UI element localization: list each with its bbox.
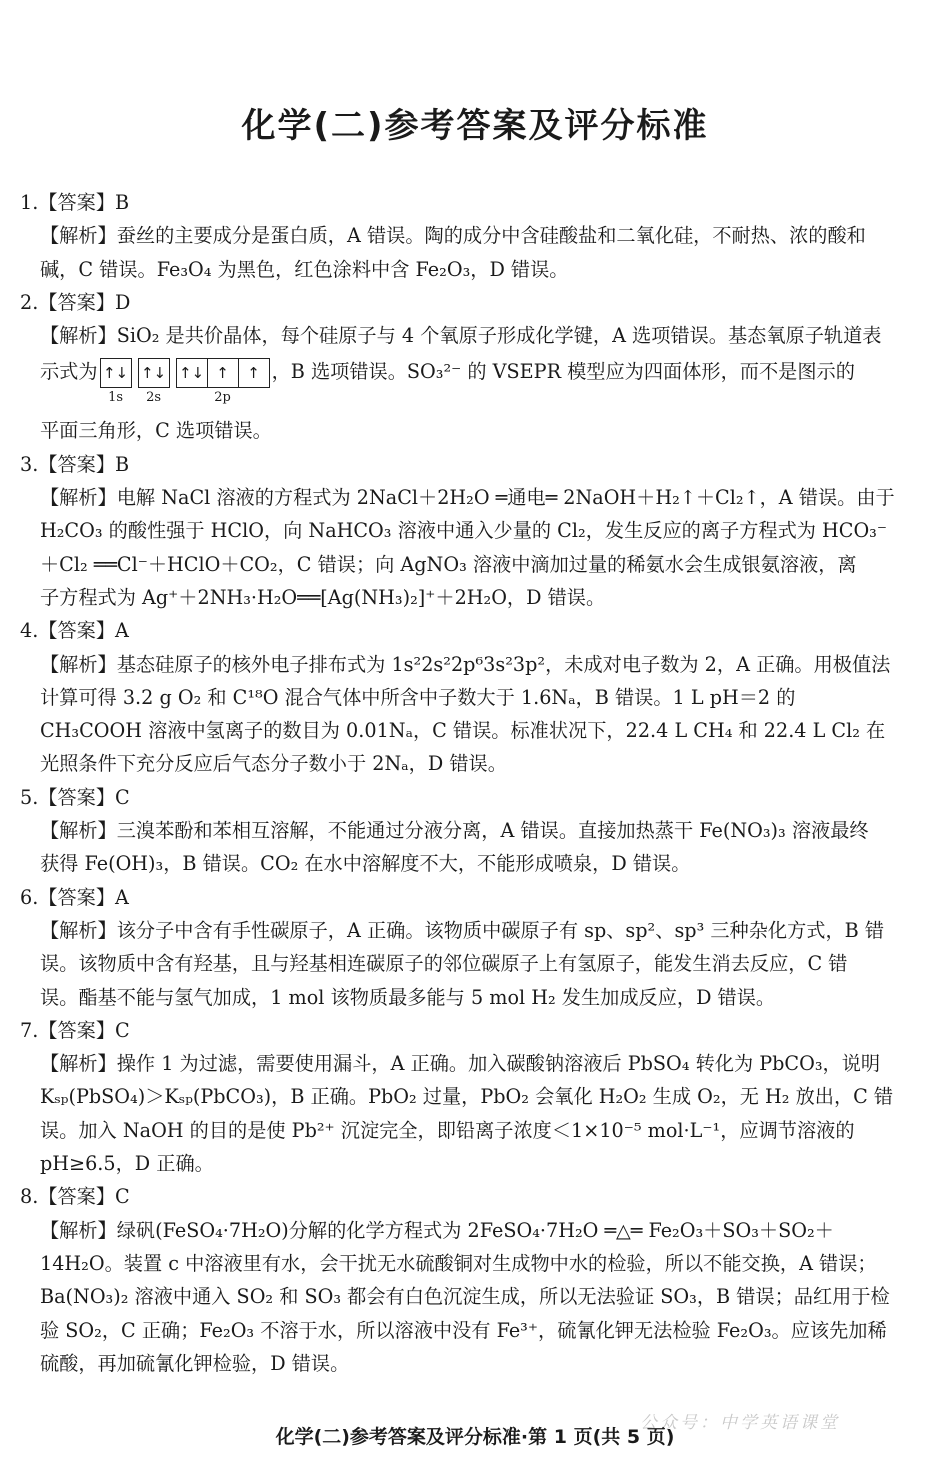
explanation-text: 【解析】电解 NaCl 溶液的方程式为 2NaCl＋2H₂O ═通电═ 2NaOH＋H₂↑＋Cl₂↑，A 错误。由于 (40, 486, 895, 510)
answer-list (20, 186, 932, 1380)
explanation-text: 【解析】SiO₂ 是共价晶体，每个硅原子与 4 个氧原子形成化学键，A 选项错误。基态氧原子轨道表 (40, 324, 882, 348)
answer-heading: 5.【答案】C (20, 785, 130, 809)
explanation-continued: 硫酸，再加硫氰化钾检验，D 错误。 (40, 1351, 350, 1375)
explanation-continued: 获得 Fe(OH)₃，B 错误。CO₂ 在水中溶解度不大，不能形成喷泉，D 错误。 (40, 852, 691, 876)
orbital-label: 2p (214, 390, 231, 406)
answer-heading: 8.【答案】C (20, 1185, 130, 1209)
orbital-label: 1s (108, 390, 124, 406)
orbital-label: 2s (146, 390, 162, 406)
answer-heading: 3.【答案】B (20, 452, 130, 476)
orbital-line (20, 352, 932, 414)
page-title: 化学(二)参考答案及评分标准 (241, 106, 709, 146)
explanation-text: 【解析】该分子中含有手性碳原子，A 正确。该物质中碳原子有 sp、sp²、sp³ 三种杂化方式，B 错 (40, 918, 885, 942)
explanation-continued: 光照条件下充分反应后气态分子数小于 2Nₐ，D 错误。 (40, 752, 507, 776)
explanation-continued: 误。加入 NaOH 的目的是使 Pb²⁺ 沉淀完全，即铅离子浓度＜1×10⁻⁵ mol·L⁻¹，应调节溶液的 (40, 1118, 855, 1142)
explanation-continued: H₂CO₃ 的酸性强于 HClO，向 NaHCO₃ 溶液中通入少量的 Cl₂，发生反应的离子方程式为 HCO₃⁻ (40, 519, 888, 543)
orbital-diagram (100, 352, 270, 406)
orbital-prefix: 示式为 (40, 360, 98, 384)
explanation-text: 【解析】基态硅原子的核外电子排布式为 1s²2s²2p⁶3s²3p²，未成对电子数为 2，A 正确。用极值法 (40, 652, 891, 676)
explanation-text: 【解析】蚕丝的主要成分是蛋白质，A 错误。陶的成分中含硅酸盐和二氧化硅，不耐热、浓的酸和 (40, 224, 866, 248)
explanation-text: 【解析】三溴苯酚和苯相互溶解，不能通过分液分离，A 错误。直接加热蒸干 Fe(NO₃)₃ 溶液最终 (40, 819, 869, 843)
explanation-continued: CH₃COOH 溶液中氢离子的数目为 0.01Nₐ，C 错误。标准状况下，22.4 L CH₄ 和 22.4 L Cl₂ 在 (40, 719, 886, 743)
orbital-box: ↑↓ (140, 364, 167, 383)
orbital-group (176, 352, 270, 406)
answer-heading: 1.【答案】B (20, 191, 130, 214)
orbital-box: ↑↓ (102, 364, 129, 383)
explanation-continued: 子方程式为 Ag⁺＋2NH₃·H₂O══[Ag(NH₃)₂]⁺＋2H₂O，D 错误。 (40, 585, 606, 609)
explanation-continued: 碱，C 错误。Fe₃O₄ 为黑色，红色涂料中含 Fe₂O₃，D 错误。 (40, 257, 569, 281)
explanation-continued: 计算可得 3.2 g O₂ 和 C¹⁸O 混合气体中所含中子数大于 1.6Nₐ，B 错误。1 L pH＝2 的 (40, 685, 796, 709)
answer-heading: 7.【答案】C (20, 1018, 130, 1042)
explanation-text: 【解析】操作 1 为过滤，需要使用漏斗，A 正确。加入碳酸钠溶液后 PbSO₄ 转化为 PbCO₃，说明 (40, 1052, 881, 1076)
explanation-continued: Ba(NO₃)₂ 溶液中通入 SO₂ 和 SO₃ 都会有白色沉淀生成，所以无法验证 SO₃，B 错误；品红用于检 (40, 1285, 890, 1309)
explanation-continued: 平面三角形，C 选项错误。 (40, 419, 272, 443)
explanation-continued: 误。该物质中含有羟基，且与羟基相连碳原子的邻位碳原子上有氢原子，能发生消去反应，C 错 (40, 952, 848, 976)
explanation-continued: 误。酯基不能与氢气加成，1 mol 该物质最多能与 5 mol H₂ 发生加成反应，D 错误。 (40, 985, 776, 1009)
explanation-continued: pH≥6.5，D 正确。 (40, 1152, 214, 1176)
explanation-continued: 验 SO₂，C 正确；Fe₂O₃ 不溶于水，所以溶液中没有 Fe³⁺，硫氰化钾无法检验 Fe₂O₃。应该先加稀 (40, 1318, 887, 1342)
orbital-group (100, 352, 132, 406)
orbital-suffix: ，B 选项错误。SO₃²⁻ 的 VSEPR 模型应为四面体形，而不是图示的 (271, 360, 855, 384)
orbital-box: ↑ (207, 359, 238, 387)
watermark: 公众号：中学英语课堂 (640, 1413, 840, 1433)
explanation-continued: Kₛₚ(PbSO₄)＞Kₛₚ(PbCO₃)，B 正确。PbO₂ 过量，PbO₂ 会氧化 H₂O₂ 生成 O₂，无 H₂ 放出，C 错 (40, 1085, 894, 1109)
orbital-group (138, 352, 170, 406)
answer-heading: 4.【答案】A (20, 619, 129, 643)
orbital-box: ↑ (238, 359, 269, 387)
explanation-continued: 14H₂O。装置 c 中溶液里有水，会干扰无水硫酸铜对生成物中水的检验，所以不能交换，A 错误； (40, 1251, 877, 1275)
explanation-continued: ＋Cl₂ ══Cl⁻＋HClO＋CO₂，C 错误；向 AgNO₃ 溶液中滴加过量的稀氨水会生成银氨溶液，离 (40, 552, 857, 576)
page-footer: 化学(二)参考答案及评分标准·第 1 页(共 5 页) (275, 1426, 675, 1448)
answer-heading: 6.【答案】A (20, 885, 129, 909)
explanation-text: 【解析】绿矾(FeSO₄·7H₂O)分解的化学方程式为 2FeSO₄·7H₂O ═△═ Fe₂O₃＋SO₃＋SO₂＋ (40, 1218, 834, 1242)
answer-heading: 2.【答案】D (20, 290, 131, 314)
orbital-box: ↑↓ (178, 364, 205, 383)
